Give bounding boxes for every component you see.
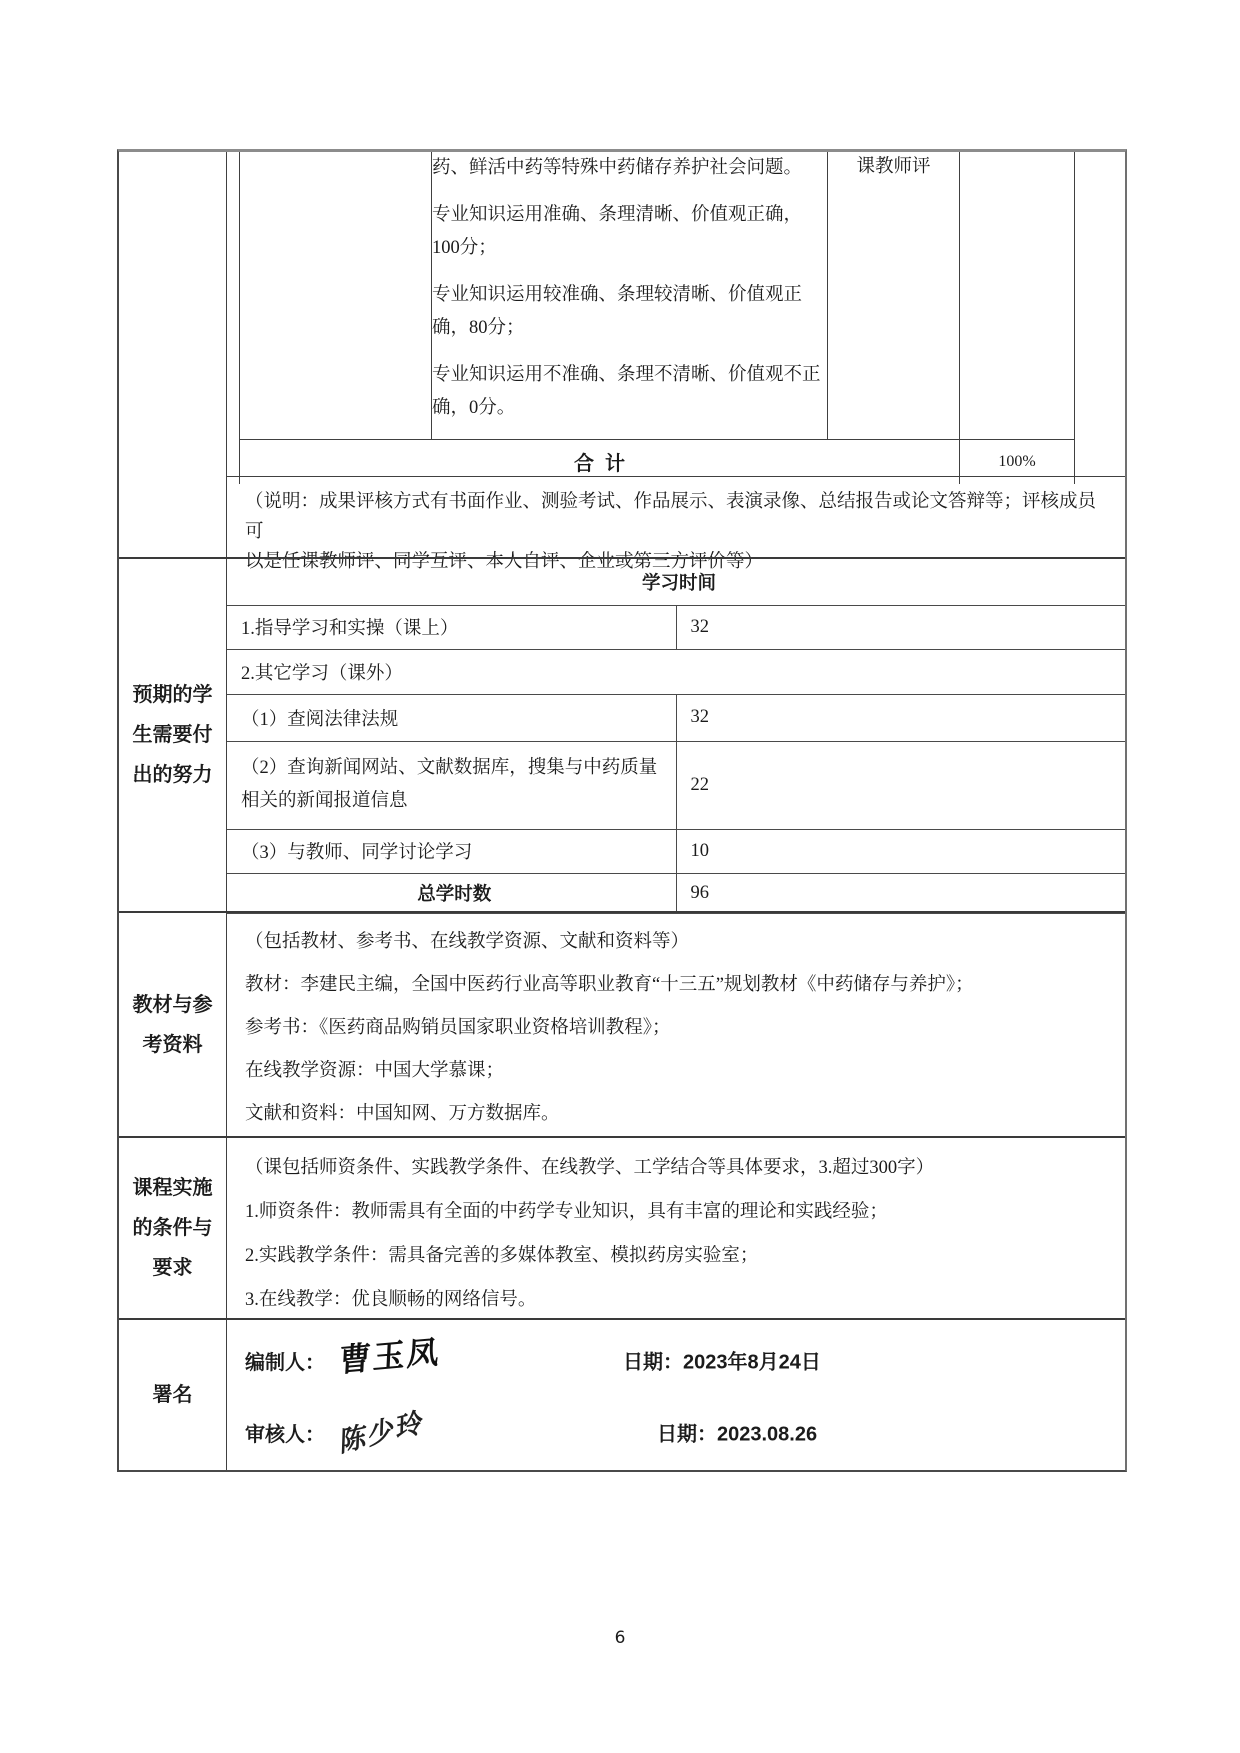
implementation-line: 3.在线教学：优良顺畅的网络信号。 (245, 1290, 537, 1310)
row-value: 32 (676, 694, 1125, 741)
course-plan-table (117, 149, 1127, 1472)
reviewed-by-label: 审核人： (245, 1423, 325, 1446)
signature-content (227, 1320, 1125, 1470)
total-hours-label: 总学时数 (227, 873, 676, 913)
study-time-header: 学习时间 (227, 559, 1125, 605)
row-label: 2.其它学习（课外） (227, 649, 1125, 694)
extra-cell (1075, 152, 1130, 484)
materials-content (227, 913, 1125, 1136)
materials-section (119, 911, 1125, 1136)
implementation-section-label: 课程实施 的条件与 要求 (119, 1138, 227, 1318)
criteria-line: 药、鲜活中药等特殊中药储存养护社会问题。 (432, 158, 803, 178)
materials-line: 文献和资料：中国知网、万方数据库。 (245, 1104, 560, 1124)
row-label: （3）与教师、同学讨论学习 (227, 829, 676, 873)
ratio-cell (960, 152, 1075, 440)
implementation-content (227, 1138, 1125, 1318)
study-time-table (227, 559, 1125, 914)
row-label: （2）查询新闻网站、文献数据库，搜集与中药质量相关的新闻报道信息 (227, 741, 676, 829)
signature-section (119, 1318, 1125, 1470)
criteria-line: 专业知识运用较准确、条理较清晰、价值观正确，80分； (432, 285, 803, 338)
table-row (227, 829, 1125, 873)
note-line: （说明：成果评核方式有书面作业、测验考试、作品展示、表演录像、总结报告或论文答辩等；评核成员可 (245, 492, 1097, 542)
materials-line: 在线教学资源：中国大学慕课； (245, 1061, 505, 1081)
implementation-line: 1.师资条件：教师需具有全面的中药学专业知识，具有丰富的理论和实践经验； (245, 1202, 888, 1222)
materials-section-label: 教材与参 考资料 (119, 913, 227, 1136)
assessment-content (227, 152, 1125, 572)
implementation-line: （课包括师资条件、实践教学条件、在线教学、工学结合等具体要求，3.超过300字） (245, 1158, 935, 1178)
page-number: 6 (614, 1628, 626, 1648)
total-label: 合 计 (240, 440, 960, 484)
prepared-date: 日期：2023年8月24日 (623, 1351, 821, 1374)
evaluator-cell: 课教师评 (828, 152, 960, 440)
row-value: 22 (676, 741, 1125, 829)
total-value: 100% (960, 440, 1075, 484)
implementation-section (119, 1136, 1125, 1318)
materials-line: 教材：李建民主编，全国中医药行业高等职业教育“十三五”规划教材《中药储存与养护》； (245, 975, 974, 995)
total-hours-value: 96 (676, 873, 1125, 913)
study-time-header-row (227, 559, 1125, 605)
table-row (227, 649, 1125, 694)
method-cell (240, 152, 432, 440)
table-row (227, 694, 1125, 741)
assessment-section (119, 152, 1125, 572)
effort-section-label: 预期的学 生需要付 出的努力 (119, 559, 227, 911)
criteria-line: 专业知识运用准确、条理清晰、价值观正确，100分； (432, 205, 803, 258)
prepared-by-label: 编制人： (245, 1351, 325, 1374)
reviewed-date: 日期：2023.08.26 (657, 1423, 818, 1446)
row-label: 1.指导学习和实操（课上） (227, 605, 676, 649)
prepared-by-signature: 曹玉凤 (338, 1332, 442, 1380)
implementation-line: 2.实践教学条件：需具备完善的多媒体教室、模拟药房实验室； (245, 1246, 759, 1266)
table-row (227, 605, 1125, 649)
materials-line: 参考书：《医药商品购销员国家职业资格培训教程》； (245, 1018, 671, 1038)
row-value: 10 (676, 829, 1125, 873)
effort-section (119, 557, 1125, 911)
criteria-cell (432, 152, 828, 440)
total-hours-row (227, 873, 1125, 913)
row-label: （1）查阅法律法规 (227, 694, 676, 741)
assessment-inner-table (239, 152, 1130, 484)
row-value: 32 (676, 605, 1125, 649)
note-line: 以是任课教师评、同学互评、本人自评、企业或第三方评价等） (245, 552, 764, 572)
prepared-by-row (227, 1334, 1125, 1386)
assessment-label-cell (119, 152, 227, 557)
reviewed-by-row (227, 1406, 1125, 1458)
table-row (227, 741, 1125, 829)
materials-line: （包括教材、参考书、在线教学资源、文献和资料等） (245, 932, 690, 952)
assessment-criteria-row (240, 152, 1130, 440)
criteria-line: 专业知识运用不准确、条理不清晰、价值观不正确，0分。 (432, 365, 821, 418)
reviewed-by-signature: 陈少玲 (339, 1405, 426, 1459)
assessment-inner-table-wrap (227, 152, 1125, 476)
signature-section-label: 署名 (119, 1320, 227, 1470)
